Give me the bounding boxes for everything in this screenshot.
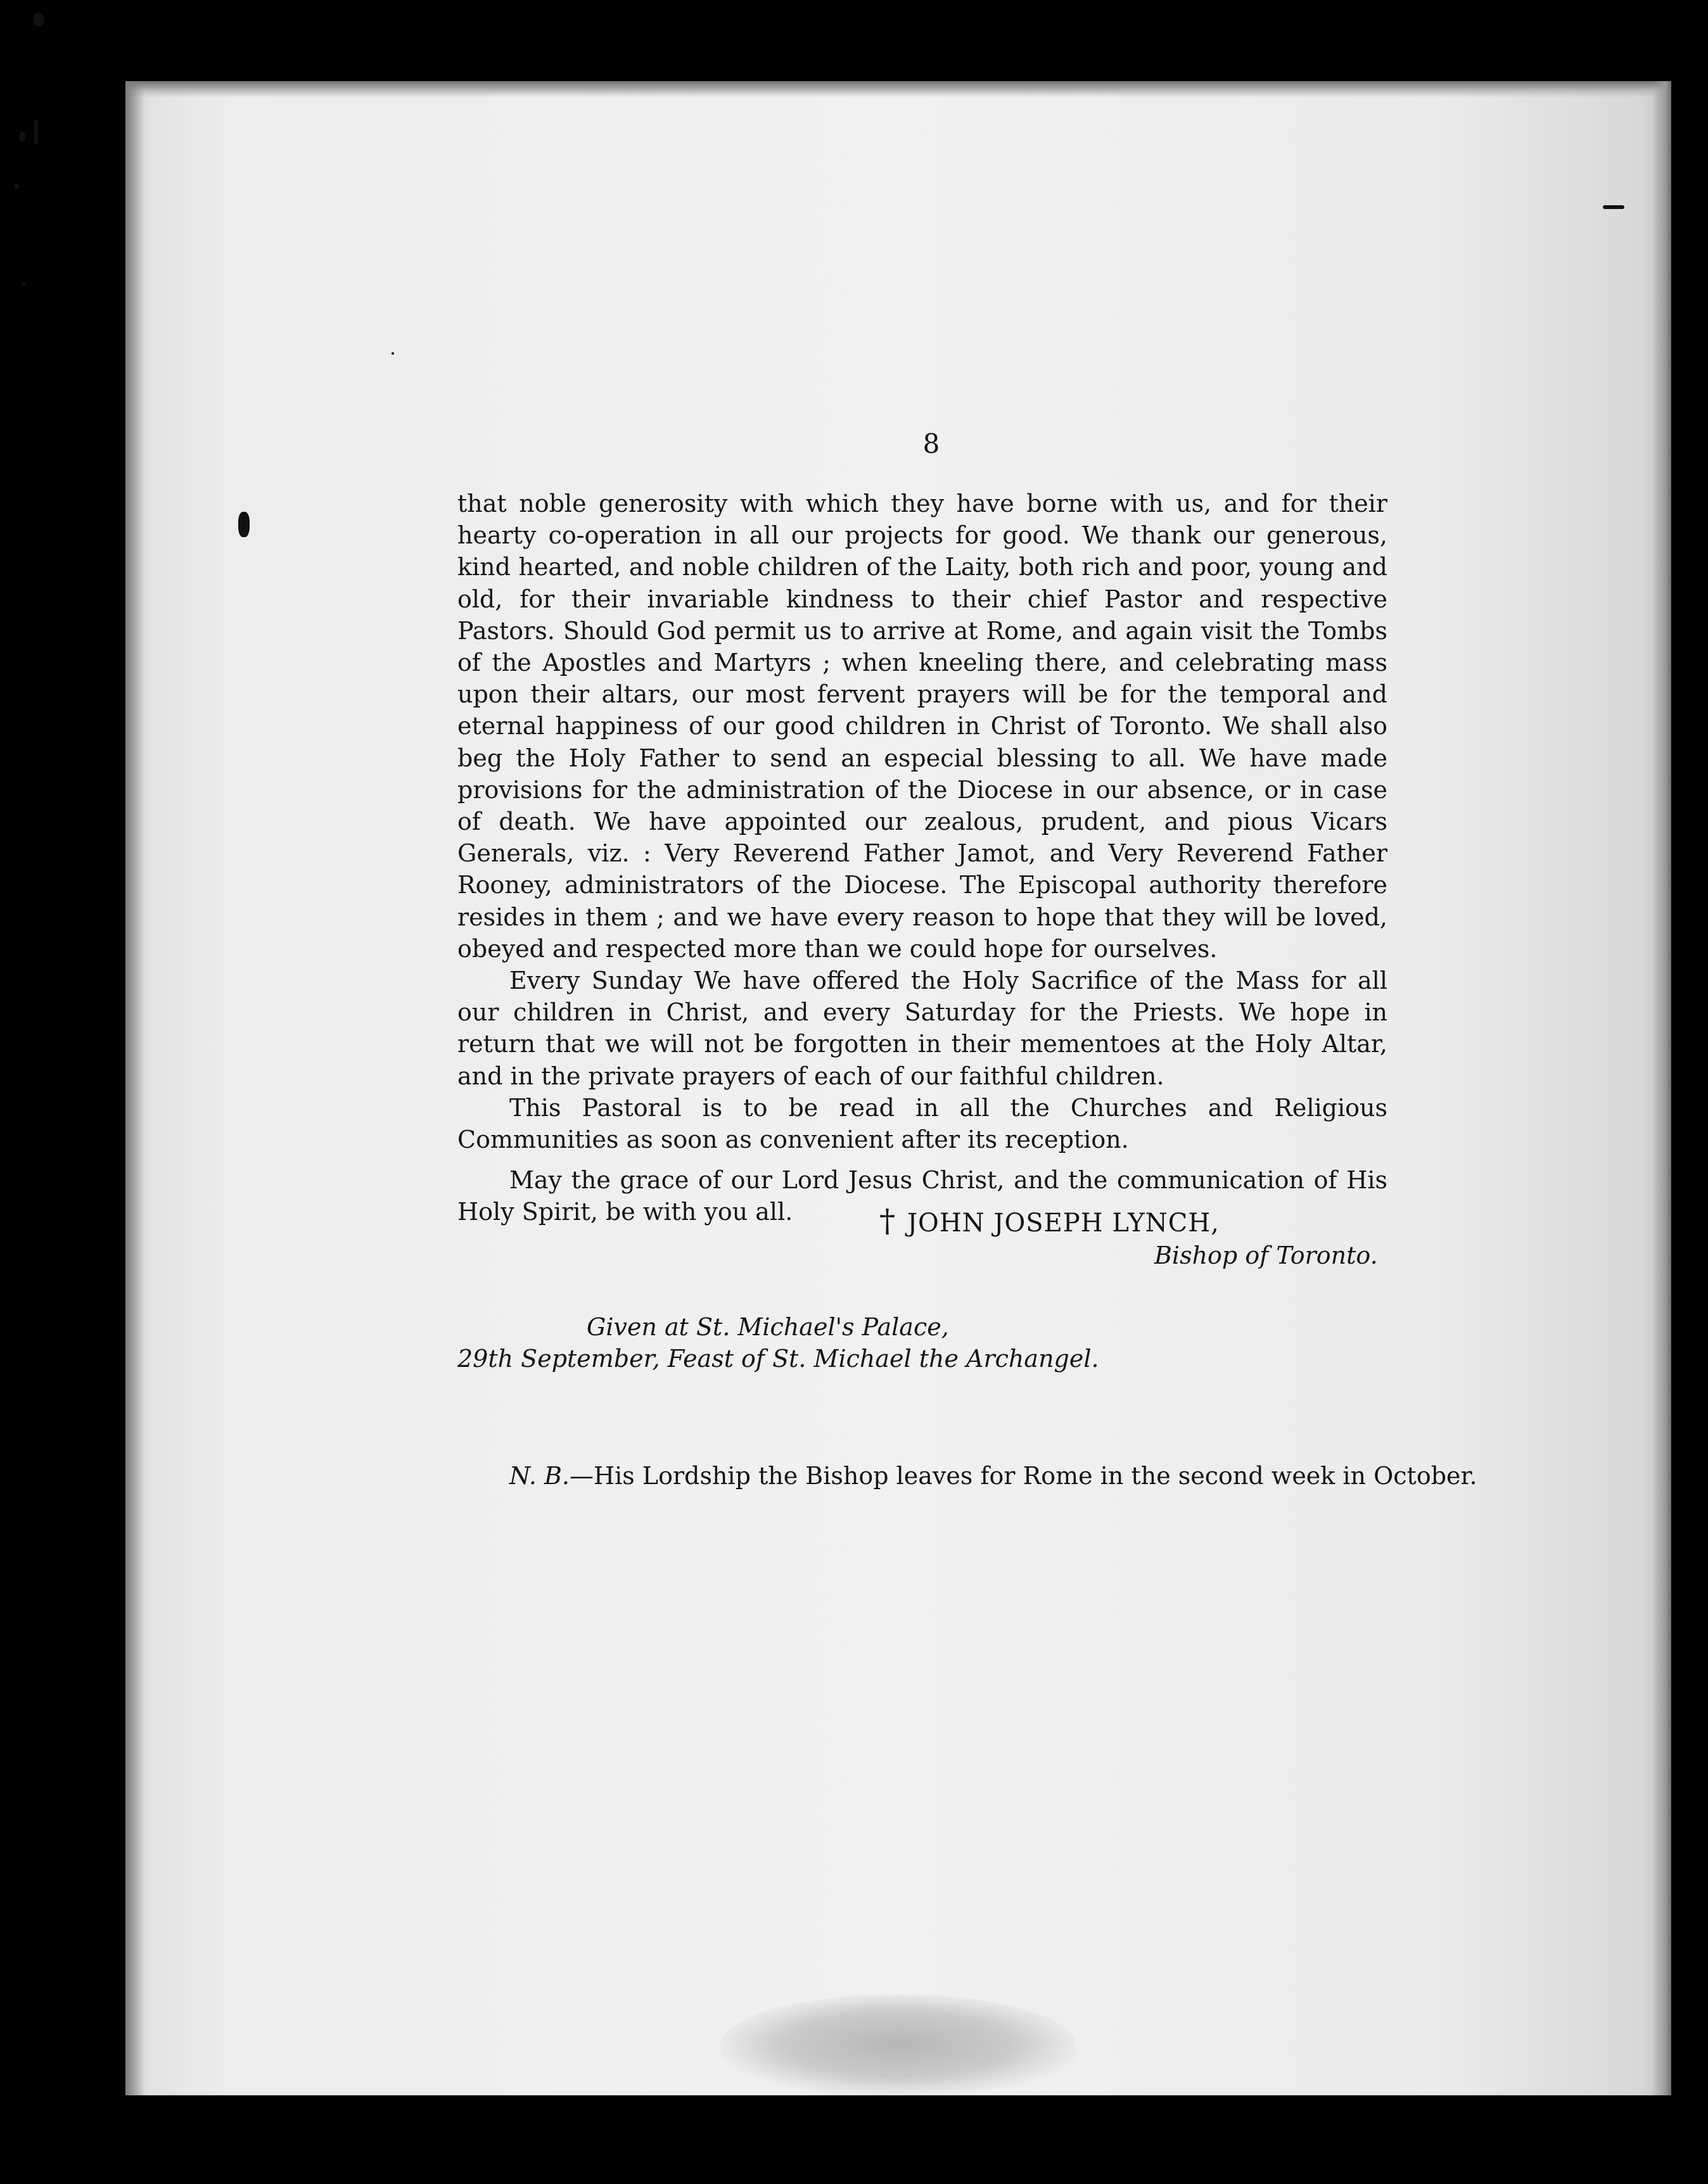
paragraph-reading-instruction: This Pastoral is to be read in all the Churches and Religious Communities as soon as convenient after its reception. [457,1093,1387,1154]
nota-bene-prefix: N. B.— [509,1462,594,1490]
nota-bene-text: His Lordship the Bishop leaves for Rome in the second week in October. [593,1462,1477,1490]
margin-speck [19,132,25,142]
nota-bene [509,1462,1477,1490]
margin-speck [34,119,38,144]
margin-speck [33,13,44,27]
paragraph-masses: Every Sunday We have offered the Holy Sacrifice of the Mass for all our children in Christ, and every Saturday for the Priests. We hope in return that we will not be forgotten in their mementoes at the Holy Altar, and in the private prayers of each of our faithful children. [457,967,1387,1090]
paragraph-continuation: that noble generosity with which they have borne with us, and for their hearty co-operation in all our projects for good. We thank our generous, kind hearted, and noble children of the Laity, both rich and poor, young and old, for their invariable kindness to their chief Pastor and respective Pastors. Should God permit us to arrive at Rome, and again visit the Tombs of the Apostles and Martyrs ; when kneeling there, and celebrating mass upon their altars, our most fervent prayers will be for the temporal and eternal happiness of our good children in Christ of Toronto. We shall also beg the Holy Father to send an especial blessing to all. We have made provisions for the administration of the Diocese in our absence, or in case of death. We have appointed our zealous, prudent, and pious Vicars Generals, viz. : Very Reverend Father Jamot, and Very Reverend Father Rooney, administrators of the Diocese. The Episcopal authority therefore resides in them ; and we have every reason to hope that they will be loved, obeyed and respected more than we could hope for ourselves. [457,490,1387,963]
ink-dot [1603,205,1624,209]
given-at-block [457,1311,1099,1375]
given-place: Given at St. Michael's Palace, [587,1313,949,1341]
given-date: 29th September, Feast of St. Michael the Archangel. [457,1345,1099,1373]
signatory-name: JOHN JOSEPH LYNCH, [907,1209,1220,1238]
paragraph-blessing: May the grace of our Lord Jesus Christ, and the communication of His Holy Spirit, be with you all. [457,1166,1387,1226]
signature-name-row [879,1202,1378,1239]
page-left-edge [125,81,144,2095]
ink-blot [238,512,250,537]
page-number: 8 [922,428,940,459]
margin-speck [14,184,19,189]
margin-speck [22,283,25,286]
body-text [457,488,1387,1228]
paper-stain [721,1994,1076,2095]
page-right-edge [1652,81,1671,2095]
signature-block [879,1202,1378,1269]
ink-dot [392,352,394,355]
cross-icon: † [879,1202,896,1239]
signatory-title: Bishop of Toronto. [1154,1241,1378,1269]
